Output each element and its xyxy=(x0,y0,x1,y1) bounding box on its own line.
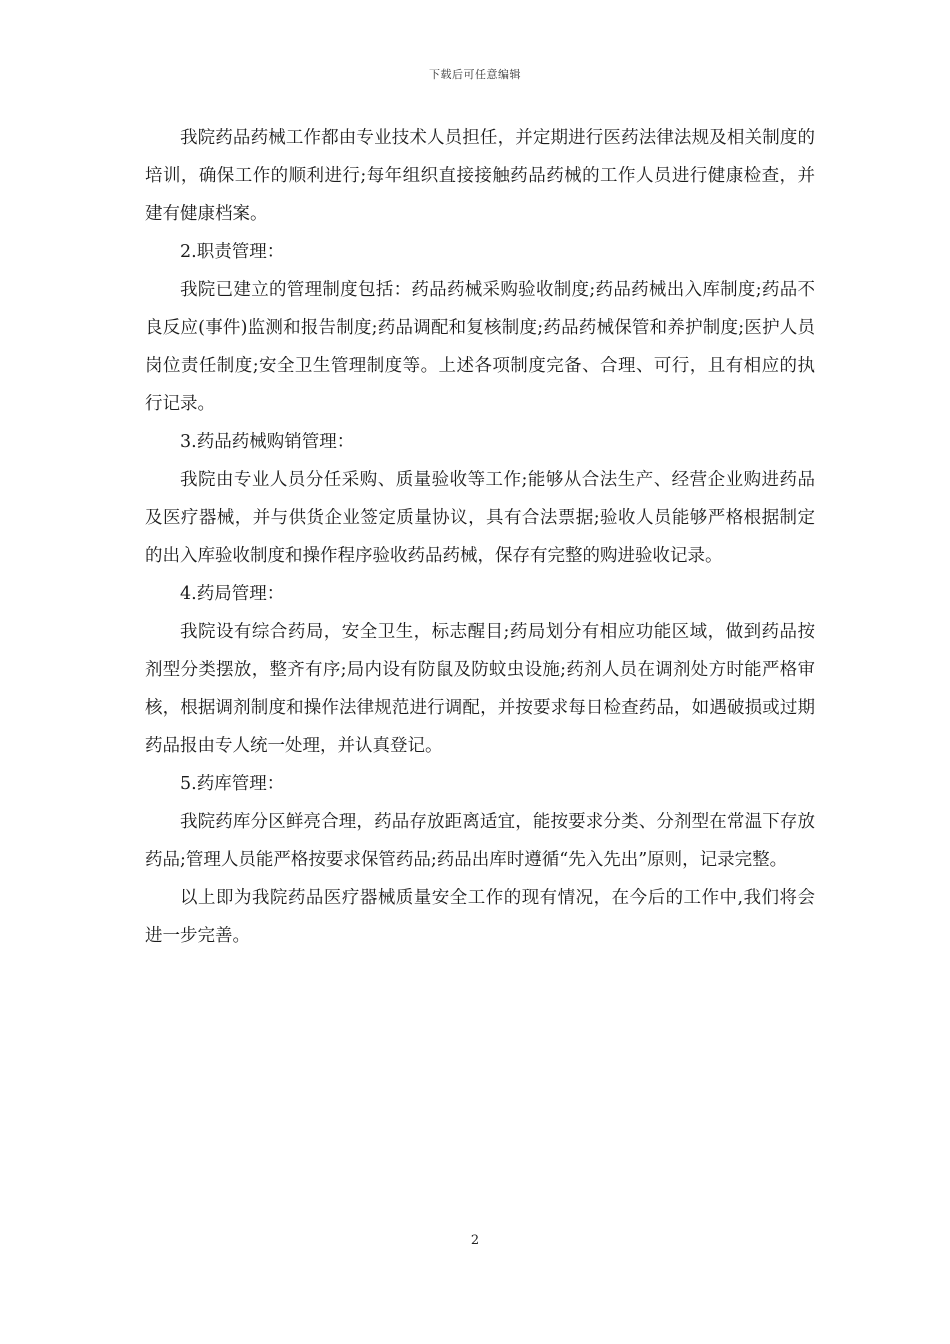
paragraph-conclusion: 以上即为我院药品医疗器械质量安全工作的现有情况，在今后的工作中,我们将会进一步完善。 xyxy=(145,888,815,946)
page-number: 2 xyxy=(470,1233,480,1248)
section-heading-pharmacy: 4.药局管理： xyxy=(180,584,285,604)
paragraph-staff: 我院药品药械工作都由专业技术人员担任，并定期进行医药法律法规及相关制度的培训，确保工作的顺利进行;每年组织直接接触药品药械的工作人员进行健康检查，并建有健康档案。 xyxy=(145,128,815,224)
page-header: 下载后可任意编辑 xyxy=(429,68,521,81)
paragraph-duties: 我院已建立的管理制度包括：药品药械采购验收制度;药品药械出入库制度;药品不良反应(事件)监测和报告制度;药品调配和复核制度;药品药械保管和养护制度;医护人员岗位责任制度;安全卫生管理制度等。上述各项制度完备、合理、可行，且有相应的执行记录。 xyxy=(145,280,815,414)
section-heading-procurement: 3.药品药械购销管理： xyxy=(180,432,355,452)
paragraph-pharmacy: 我院设有综合药局，安全卫生，标志醒目;药局划分有相应功能区域，做到药品按剂型分类摆放，整齐有序;局内设有防鼠及防蚊虫设施;药剂人员在调剂处方时能严格审核，根据调剂制度和操作法律规范进行调配，并按要求每日检查药品，如遇破损或过期药品报由专人统一处理，并认真登记。 xyxy=(145,622,815,756)
section-heading-storehouse: 5.药库管理： xyxy=(180,774,285,794)
document-body xyxy=(145,119,815,955)
paragraph-storehouse: 我院药库分区鲜亮合理，药品存放距离适宜，能按要求分类、分剂型在常温下存放药品;管理人员能严格按要求保管药品;药品出库时遵循“先入先出”原则，记录完整。 xyxy=(145,812,815,870)
paragraph-procurement: 我院由专业人员分任采购、质量验收等工作;能够从合法生产、经营企业购进药品及医疗器械，并与供货企业签定质量协议，具有合法票据;验收人员能够严格根据制定的出入库验收制度和操作程序验收药品药械，保存有完整的购进验收记录。 xyxy=(145,470,815,566)
section-heading-duties: 2.职责管理： xyxy=(180,242,285,262)
